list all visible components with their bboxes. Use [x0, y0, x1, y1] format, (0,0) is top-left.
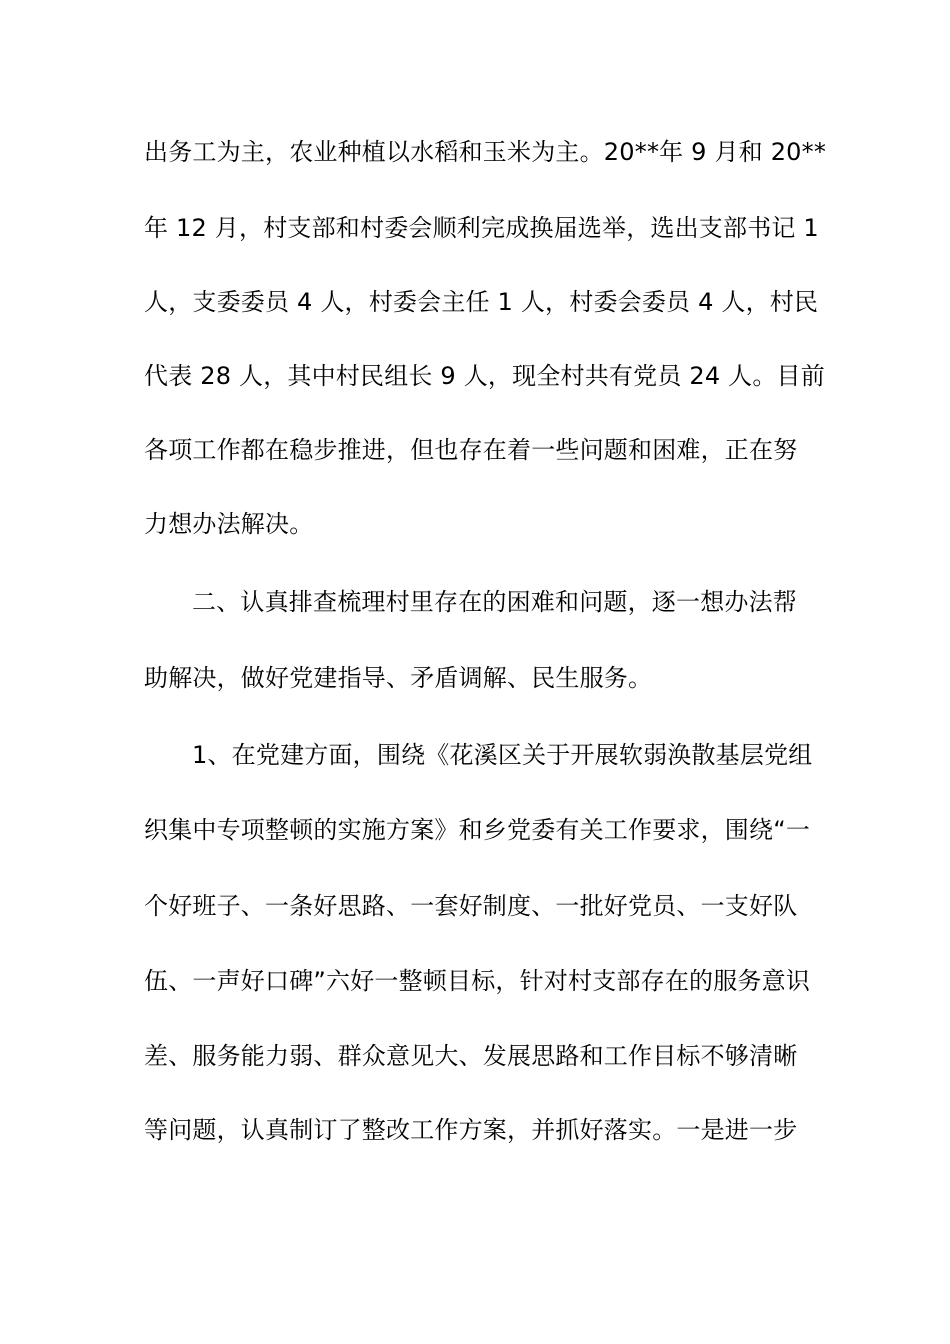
paragraph-line: 个好班子、一条好思路、一套好制度、一批好党员、一支好队 [144, 892, 798, 920]
paragraph-line: 代表 28 人，其中村民组长 9 人，现全村共有党员 24 人。目前 [144, 362, 825, 390]
paragraph-line: 差、服务能力弱、群众意见大、发展思路和工作目标不够清晰 [144, 1042, 798, 1070]
paragraph-line: 人，支委委员 4 人，村委会主任 1 人，村委会委员 4 人，村民 [144, 288, 819, 316]
paragraph-line: 力想办法解决。 [144, 510, 314, 538]
paragraph-line: 织集中专项整顿的实施方案》和乡党委有关工作要求，围绕“一 [144, 816, 811, 844]
paragraph-line: 1、在党建方面，围绕《花溪区关于开展软弱涣散基层党组 [192, 741, 813, 769]
paragraph-line: 伍、一声好口碑”六好一整顿目标，针对村支部存在的服务意识 [144, 967, 811, 995]
paragraph-line: 出务工为主，农业种植以水稻和玉米为主。20**年 9 月和 20** [144, 138, 827, 166]
section-heading-line: 二、认真排查梳理村里存在的困难和问题，逐一想办法帮 [192, 588, 797, 616]
section-heading-line: 助解决，做好党建指导、矛盾调解、民生服务。 [144, 664, 653, 692]
paragraph-line: 年 12 月，村支部和村委会顺利完成换届选举，选出支部书记 1 [144, 214, 819, 242]
paragraph-line: 等问题，认真制订了整改工作方案，并抓好落实。一是进一步 [144, 1116, 798, 1144]
paragraph-line: 各项工作都在稳步推进，但也存在着一些问题和困难，正在努 [144, 436, 798, 464]
